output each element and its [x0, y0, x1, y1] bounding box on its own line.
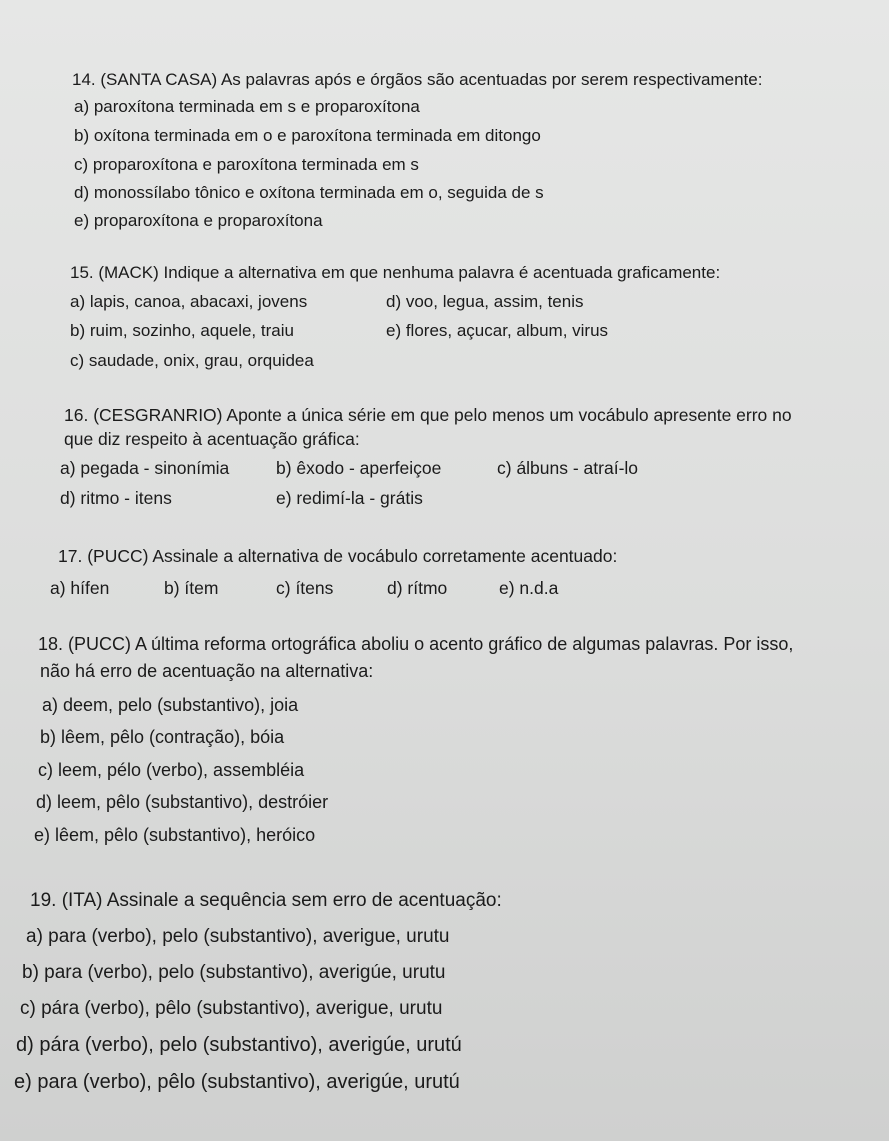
question-18-option-d: d) leem, pêlo (substantivo), destróier	[36, 792, 329, 812]
question-17-option-b: b) ítem	[164, 578, 219, 598]
question-19-option-a: a) para (verbo), pelo (substantivo), averigue, urutu	[26, 926, 450, 947]
question-19-option-e: e) para (verbo), pêlo (substantivo), averigúe, urutú	[14, 1071, 460, 1093]
question-14-option-c: c) proparoxítona e paroxítona terminada em s	[74, 155, 419, 174]
question-15-option-e: e) flores, açucar, album, virus	[386, 321, 609, 340]
question-15-option-a: a) lapis, canoa, abacaxi, jovens	[70, 292, 308, 311]
question-14-option-b: b) oxítona terminada em o e paroxítona terminada em ditongo	[74, 126, 541, 145]
question-15-option-b: b) ruim, sozinho, aquele, traiu	[70, 321, 294, 340]
question-17-option-a: a) hífen	[50, 578, 110, 598]
question-16-stem-line2: que diz respeito à acentuação gráfica:	[64, 429, 360, 449]
question-17-stem: 17. (PUCC) Assinale a alternativa de vocábulo corretamente acentuado:	[58, 546, 618, 566]
question-16-option-b: b) êxodo - aperfeiçoe	[276, 458, 442, 478]
question-15-option-c: c) saudade, onix, grau, orquidea	[70, 351, 314, 370]
question-19-option-b: b) para (verbo), pelo (substantivo), averigúe, urutu	[22, 962, 446, 983]
question-16-stem-line1: 16. (CESGRANRIO) Aponte a única série em que pelo menos um vocábulo apresente erro no	[64, 405, 792, 425]
question-14-option-a: a) paroxítona terminada em s e proparoxítona	[74, 97, 420, 116]
question-19-option-d: d) pára (verbo), pelo (substantivo), averigúe, urutú	[16, 1034, 462, 1056]
question-16-option-d: d) ritmo - itens	[60, 488, 172, 508]
question-14-option-e: e) proparoxítona e proparoxítona	[74, 211, 323, 230]
question-15-stem: 15. (MACK) Indique a alternativa em que nenhuma palavra é acentuada graficamente:	[70, 263, 721, 282]
question-14-option-d: d) monossílabo tônico e oxítona terminada em o, seguida de s	[74, 183, 544, 202]
question-17-option-d: d) rítmo	[387, 578, 448, 598]
question-17-option-e: e) n.d.a	[499, 578, 559, 598]
question-17-option-c: c) ítens	[276, 578, 334, 598]
question-14-stem: 14. (SANTA CASA) As palavras após e órgãos são acentuadas por serem respectivamente:	[72, 70, 763, 89]
question-19-option-c: c) pára (verbo), pêlo (substantivo), averigue, urutu	[20, 998, 443, 1019]
question-18-stem-line1: 18. (PUCC) A última reforma ortográfica aboliu o acento gráfico de algumas palavras. Por isso,	[38, 634, 794, 654]
question-18-stem-line2: não há erro de acentuação na alternativa:	[40, 661, 374, 681]
question-16-option-a: a) pegada - sinonímia	[60, 458, 230, 478]
question-16-option-e: e) redimí-la - grátis	[276, 488, 423, 508]
question-16-option-c: c) álbuns - atraí-lo	[497, 458, 639, 478]
question-18-option-c: c) leem, pélo (verbo), assembléia	[38, 760, 305, 780]
question-18-option-b: b) lêem, pêlo (contração), bóia	[40, 727, 285, 747]
question-18-option-e: e) lêem, pêlo (substantivo), heróico	[34, 825, 316, 845]
question-18-option-a: a) deem, pelo (substantivo), joia	[42, 695, 299, 715]
question-19-stem: 19. (ITA) Assinale a sequência sem erro de acentuação:	[30, 890, 502, 911]
question-15-option-d: d) voo, legua, assim, tenis	[386, 292, 584, 311]
